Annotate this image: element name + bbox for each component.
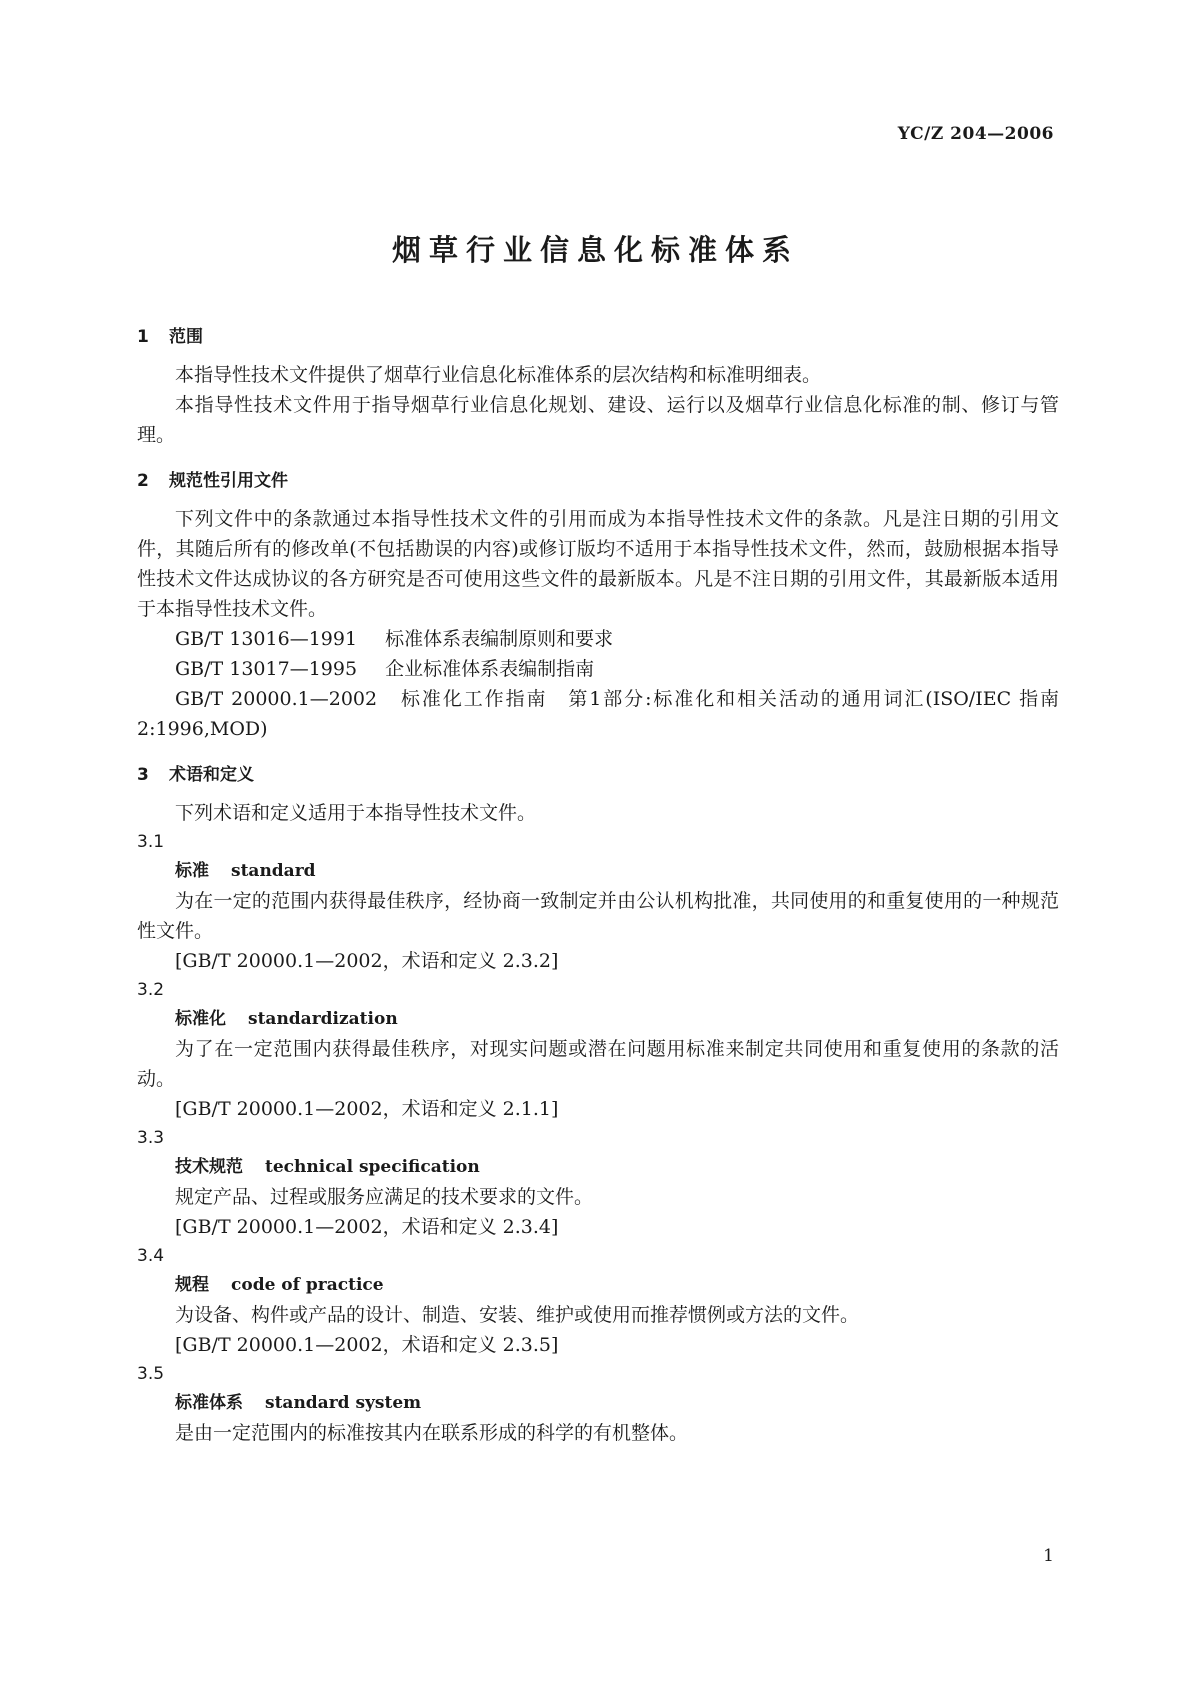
- term-number: 3.1: [137, 832, 165, 852]
- term-source: [GB/T 20000.1—2002，术语和定义 2.3.2]: [175, 950, 559, 972]
- term-entry: [137, 1124, 1059, 1242]
- term-entry: [137, 828, 1059, 976]
- term-name: 技术规范 technical specification: [175, 1157, 480, 1177]
- reference-item: GB/T 20000.1—2002 标准化工作指南 第1部分:标准化和相关活动的通用词汇(ISO/IEC 指南 2:1996,MOD): [137, 688, 1059, 740]
- term-entry: [137, 976, 1059, 1124]
- term-entry: [137, 1360, 1059, 1448]
- paragraph: 下列术语和定义适用于本指导性技术文件。: [175, 802, 537, 824]
- reference-item: GB/T 13016—1991 标准体系表编制原则和要求: [175, 628, 614, 650]
- term-source: [GB/T 20000.1—2002，术语和定义 2.1.1]: [175, 1098, 559, 1120]
- term-name: 规程 code of practice: [175, 1275, 384, 1295]
- term-number: 3.5: [137, 1364, 165, 1384]
- paragraph: 本指导性技术文件用于指导烟草行业信息化规划、建设、运行以及烟草行业信息化标准的制、修订与管理。: [137, 394, 1059, 446]
- term-definition: 为了在一定范围内获得最佳秩序，对现实问题或潜在问题用标准来制定共同使用和重复使用的条款的活动。: [137, 1038, 1059, 1090]
- term-source: [GB/T 20000.1—2002，术语和定义 2.3.4]: [175, 1216, 559, 1238]
- term-number: 3.2: [137, 980, 165, 1000]
- term-name: 标准 standard: [175, 861, 316, 881]
- page-number: 1: [1043, 1546, 1054, 1566]
- section-heading-terms: 3 术语和定义: [137, 765, 254, 785]
- reference-item: GB/T 13017—1995 企业标准体系表编制指南: [175, 658, 595, 680]
- term-name: 标准化 standardization: [175, 1009, 398, 1029]
- standard-code: YC/Z 204—2006: [897, 124, 1054, 144]
- term-entry: [137, 1242, 1059, 1360]
- section-heading-scope: 1 范围: [137, 327, 203, 347]
- term-number: 3.4: [137, 1246, 165, 1266]
- term-definition: 是由一定范围内的标准按其内在联系形成的科学的有机整体。: [175, 1422, 689, 1444]
- term-name: 标准体系 standard system: [175, 1393, 422, 1413]
- document-body: [137, 322, 1059, 1448]
- term-source: [GB/T 20000.1—2002，术语和定义 2.3.5]: [175, 1334, 559, 1356]
- term-definition: 为在一定的范围内获得最佳秩序，经协商一致制定并由公认机构批准，共同使用的和重复使用的一种规范性文件。: [137, 890, 1059, 942]
- section-heading-normative-references: 2 规范性引用文件: [137, 471, 288, 491]
- paragraph: 下列文件中的条款通过本指导性技术文件的引用而成为本指导性技术文件的条款。凡是注日期的引用文件，其随后所有的修改单(不包括勘误的内容)或修订版均不适用于本指导性技术文件，然而，鼓励根据本指导性技术文件达成协议的各方研究是否可使用这些文件的最新版本。凡是不注日期的引用文件，其最新版本适用于本指导性技术文件。: [137, 508, 1059, 620]
- document-title: 烟草行业信息化标准体系: [391, 233, 799, 267]
- term-definition: 为设备、构件或产品的设计、制造、安装、维护或使用而推荐惯例或方法的文件。: [175, 1304, 860, 1326]
- paragraph: 本指导性技术文件提供了烟草行业信息化标准体系的层次结构和标准明细表。: [175, 364, 822, 386]
- term-definition: 规定产品、过程或服务应满足的技术要求的文件。: [175, 1186, 594, 1208]
- term-number: 3.3: [137, 1128, 165, 1148]
